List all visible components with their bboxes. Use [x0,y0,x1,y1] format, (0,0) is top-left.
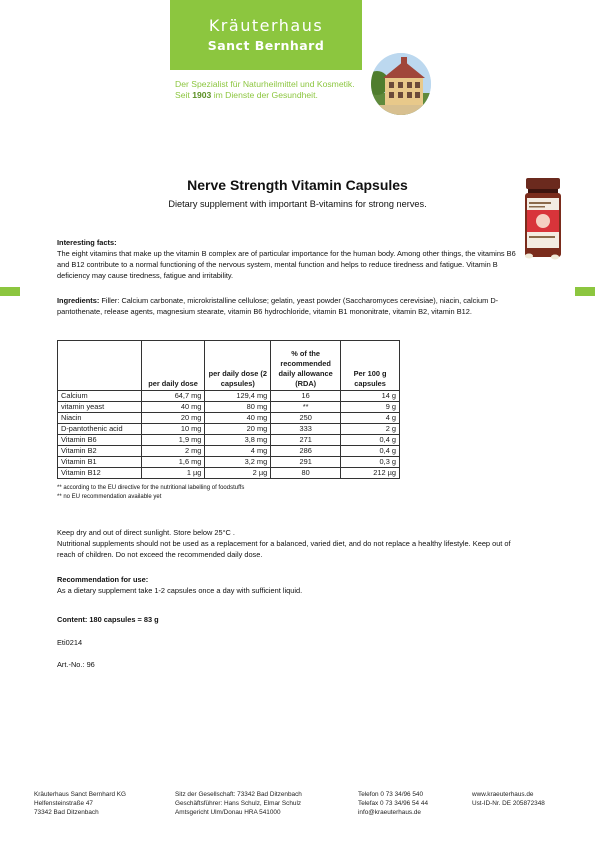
table-row [58,413,400,424]
table-cell: 20 mg [141,413,205,424]
footer-text: Helfensteinstraße 47 [34,799,93,807]
table-cell: 80 mg [205,402,271,413]
footer-company [34,791,126,817]
tagline-year: 1903 [192,90,212,100]
table-cell: D-pantothenic acid [58,424,142,435]
logo-name-line1: Kräuterhaus [208,16,324,35]
table-footnote-1: ** according to the EU directive for the nutritional labelling of foodstuffs [57,485,245,491]
table-cell: 286 [271,446,341,457]
table-cell: 333 [271,424,341,435]
footer-legal [175,791,302,817]
footer-text: Kräuterhaus Sanct Bernhard KG [34,791,127,798]
tagline-line2: Seit 1903 im Dienste der Gesundheit. [175,90,318,100]
table-header-cell: per daily dose (2 capsules) [205,341,271,391]
footer-text: Geschäftsführer: Hans Schulz, Elmar Schulz [175,799,302,807]
footer-text: Telefax 0 73 34/96 54 44 [358,799,428,807]
table-cell: Calcium [58,391,142,402]
table-row [58,391,400,402]
table-cell: 40 mg [205,413,271,424]
logo-name-line2: Sanct Bernhard [207,38,325,53]
footer-text: Amtsgericht Ulm/Donau HRA 541000 [175,808,281,816]
table-cell: 1,6 mg [141,457,205,468]
table-row [58,468,400,479]
table-header-row [58,341,400,391]
table-header-cell: Per 100 g capsules [341,341,400,391]
table-cell: 250 [271,413,341,424]
table-cell: 20 mg [205,424,271,435]
footer-text: Sitz der Gesellschaft: 73342 Bad Ditzenbach [175,791,302,798]
table-cell: 3,8 mg [205,435,271,446]
footer-text: Telefon 0 73 34/96 540 [358,791,424,798]
table-cell: 291 [271,457,341,468]
table-row [58,402,400,413]
facts-heading: Interesting facts: [57,238,117,247]
ingredients-heading: Ingredients: [57,296,100,305]
table-cell: 129,4 mg [205,391,271,402]
table-cell: 1 µg [141,468,205,479]
table-row [58,424,400,435]
eti-code: Eti0214 [57,638,83,647]
right-fold-mark [575,287,595,296]
table-footnote-2: ** no EU recommendation available yet [57,494,162,500]
facts-text: The eight vitamins that make up the vitamin B complex are of particular importance for the human body. Among other things, the vitamins B6 and B12 contribute to a normal functioning of the nervous system, mental function and helps to reduce tiredness and fatigue. Vitamin B deficiency may cause tiredness, fatigue and irritability. [57,249,516,280]
nutrition-table [57,340,400,479]
table-cell: vitamin yeast [58,402,142,413]
recommendation-heading: Recommendation for use: [57,575,149,584]
table-cell: 2 µg [205,468,271,479]
storage-line-2: Nutritional supplements should not be used as a replacement for a balanced, varied diet, and do not replace a healthy lifestyle. Keep out of reach of children. Do not exceed the recommended daily dose. [57,539,511,559]
table-row [58,446,400,457]
tagline-line1: Der Spezialist für Naturheilmittel und Kosmetik. [175,79,355,89]
table-cell: 16 [271,391,341,402]
table-cell: 4 g [341,413,400,424]
table-row [58,435,400,446]
storage-section [57,527,527,560]
table-cell: 9 g [341,402,400,413]
table-cell: 212 µg [341,468,400,479]
table-header-cell: per daily dose [141,341,205,391]
brand-logo [170,0,362,70]
product-title: Nerve Strength Vitamin Capsules [187,177,408,193]
footer-text: 73342 Bad Ditzenbach [34,808,99,816]
tagline [175,79,355,101]
product-subtitle: Dietary supplement with important B-vitamins for strong nerves. [168,199,427,209]
table-cell: 2 g [341,424,400,435]
table-row [58,457,400,468]
building-photo [371,53,431,115]
table-cell: Vitamin B6 [58,435,142,446]
footer-email[interactable]: info@kraeuterhaus.de [358,808,421,816]
content-amount: Content: 180 capsules = 83 g [57,615,159,624]
table-cell: 0,4 g [341,435,400,446]
table-cell: Vitamin B2 [58,446,142,457]
table-cell: Vitamin B12 [58,468,142,479]
table-cell: 80 [271,468,341,479]
table-cell: 4 mg [205,446,271,457]
table-cell: 271 [271,435,341,446]
table-cell: 40 mg [141,402,205,413]
recommendation-section [57,574,527,596]
table-cell: Niacin [58,413,142,424]
footer-web [472,791,545,809]
storage-line-1: Keep dry and out of direct sunlight. Store below 25°C . [57,528,235,537]
facts-section [57,237,527,281]
table-cell: ** [271,402,341,413]
recommendation-text: As a dietary supplement take 1-2 capsules once a day with sufficient liquid. [57,586,303,595]
ingredients-section [57,295,527,317]
footer-text: Ust-ID-Nr. DE 205872348 [472,799,545,807]
table-cell: 2 mg [141,446,205,457]
footer-website-link[interactable]: www.kraeuterhaus.de [472,791,534,798]
table-header-cell [58,341,142,391]
table-cell: 3,2 mg [205,457,271,468]
table-cell: 0,3 g [341,457,400,468]
ingredients-text: Filler: Calcium carbonate, microkristalline cellulose; gelatin, yeast powder (Saccharomyces cerevisiae), niacin, calcium D-pantothenate, release agents, magnesium stearate, vitamin B6 hydrochloride, vitamin B1 mononitrate, vitamin B2, vitamin B12. [57,296,499,316]
footer-contact [358,791,428,817]
table-cell: 14 g [341,391,400,402]
table-cell: 64,7 mg [141,391,205,402]
left-fold-mark [0,287,20,296]
table-cell: 0,4 g [341,446,400,457]
article-number: Art.-No.: 96 [57,660,95,669]
table-cell: 1,9 mg [141,435,205,446]
table-header-cell: % of the recommended daily allowance (RDA) [271,341,341,391]
table-cell: 10 mg [141,424,205,435]
table-cell: Vitamin B1 [58,457,142,468]
